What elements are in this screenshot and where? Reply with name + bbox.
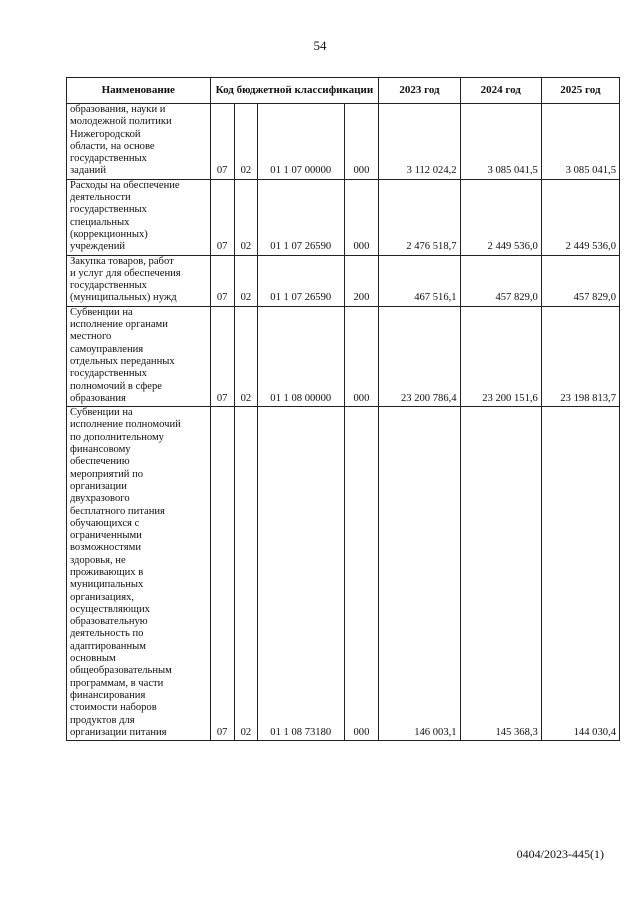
value-2024-cell: 3 085 041,5 xyxy=(460,104,541,180)
target-article-cell: 01 1 07 26590 xyxy=(257,255,344,306)
row-name-line: финансовому xyxy=(70,444,131,456)
row-name-line: и услуг для обеспечения xyxy=(70,267,181,279)
table-row xyxy=(67,179,620,255)
row-name-line: государственных xyxy=(70,368,147,380)
value-2024-cell: 2 449 536,0 xyxy=(460,179,541,255)
budget-table xyxy=(66,77,620,741)
row-name-line: исполнение органами xyxy=(70,319,168,331)
expense-type-cell: 000 xyxy=(344,306,379,406)
target-article-cell: 01 1 08 00000 xyxy=(257,306,344,406)
row-name-line: мероприятий по xyxy=(70,468,144,480)
expense-type-cell: 200 xyxy=(344,255,379,306)
value-2024-cell: 145 368,3 xyxy=(460,407,541,741)
subsection-code-cell: 02 xyxy=(234,179,257,255)
page-number: 54 xyxy=(313,38,327,53)
row-name-line: бесплатного питания xyxy=(70,505,165,517)
row-name-cell xyxy=(67,255,211,306)
row-name-line: осуществляющих xyxy=(70,603,150,615)
table-row xyxy=(67,306,620,406)
expense-type-cell: 000 xyxy=(344,104,379,180)
target-article-cell: 01 1 07 26590 xyxy=(257,179,344,255)
row-name-line: финансирования xyxy=(70,689,146,701)
row-name-line: местного xyxy=(70,331,112,343)
row-name-line: заданий xyxy=(70,165,106,177)
row-name-line: государственных xyxy=(70,280,147,292)
value-2025-cell: 23 198 813,7 xyxy=(541,306,619,406)
table-row xyxy=(67,255,620,306)
row-name-line: государственных xyxy=(70,153,147,165)
section-code-cell: 07 xyxy=(210,407,234,741)
value-2025-cell: 144 030,4 xyxy=(541,407,619,741)
row-name-line: отдельных переданных xyxy=(70,355,175,367)
row-name-line: области, на основе xyxy=(70,140,155,152)
value-2023-cell: 146 003,1 xyxy=(379,407,460,741)
table-header-row xyxy=(67,78,620,104)
header-budget-code: Код бюджетной классификации xyxy=(210,78,379,104)
value-2025-cell: 2 449 536,0 xyxy=(541,179,619,255)
section-code-cell: 07 xyxy=(210,179,234,255)
row-name-line: Нижегородской xyxy=(70,128,141,140)
row-name-line: Субвенции на xyxy=(70,306,133,318)
subsection-code-cell: 02 xyxy=(234,255,257,306)
subsection-code-cell: 02 xyxy=(234,306,257,406)
row-name-line: организации питания xyxy=(70,726,167,738)
row-name-line: возможностями xyxy=(70,542,141,554)
row-name-line: ограниченными xyxy=(70,530,142,542)
row-name-line: образования xyxy=(70,392,126,404)
header-2024: 2024 год xyxy=(460,78,541,104)
table-body xyxy=(67,104,620,741)
row-name-line: исполнение полномочий xyxy=(70,419,181,431)
subsection-code-cell: 02 xyxy=(234,407,257,741)
value-2024-cell: 457 829,0 xyxy=(460,255,541,306)
row-name-line: стоимости наборов xyxy=(70,702,157,714)
row-name-line: (муниципальных) нужд xyxy=(70,292,177,304)
row-name-cell xyxy=(67,306,211,406)
document-code: 0404/2023-445(1) xyxy=(516,847,604,861)
row-name-line: общеобразовательным xyxy=(70,665,172,677)
row-name-cell xyxy=(67,407,211,741)
row-name-line: образовательную xyxy=(70,616,148,628)
section-code-cell: 07 xyxy=(210,306,234,406)
section-code-cell: 07 xyxy=(210,104,234,180)
row-name-line: продуктов для xyxy=(70,714,135,726)
value-2023-cell: 2 476 518,7 xyxy=(379,179,460,255)
row-name-line: образования, науки и xyxy=(70,104,166,115)
row-name-line: самоуправления xyxy=(70,343,144,355)
subsection-code-cell: 02 xyxy=(234,104,257,180)
row-name-line: программам, в части xyxy=(70,677,164,689)
value-2025-cell: 3 085 041,5 xyxy=(541,104,619,180)
row-name-line: обучающихся с xyxy=(70,517,140,529)
row-name-line: здоровья, не xyxy=(70,554,126,566)
row-name-line: двухразового xyxy=(70,493,130,505)
value-2025-cell: 457 829,0 xyxy=(541,255,619,306)
row-name-line: учреждений xyxy=(70,241,126,253)
row-name-line: специальных xyxy=(70,216,130,228)
header-2023: 2023 год xyxy=(379,78,460,104)
value-2023-cell: 3 112 024,2 xyxy=(379,104,460,180)
row-name-line: по дополнительному xyxy=(70,431,164,443)
expense-type-cell: 000 xyxy=(344,407,379,741)
row-name-line: обеспечению xyxy=(70,456,130,468)
row-name-line: адаптированным xyxy=(70,640,146,652)
value-2024-cell: 23 200 151,6 xyxy=(460,306,541,406)
row-name-line: государственных xyxy=(70,204,147,216)
table-row xyxy=(67,407,620,741)
target-article-cell: 01 1 07 00000 xyxy=(257,104,344,180)
header-2025: 2025 год xyxy=(541,78,619,104)
row-name-line: Расходы на обеспечение xyxy=(70,179,180,191)
row-name-line: организациях, xyxy=(70,591,135,603)
row-name-line: основным xyxy=(70,653,116,665)
row-name-line: организации xyxy=(70,480,127,492)
row-name-cell xyxy=(67,104,211,180)
row-name-cell xyxy=(67,179,211,255)
row-name-line: полномочий в сфере xyxy=(70,380,162,392)
value-2023-cell: 467 516,1 xyxy=(379,255,460,306)
row-name-line: Закупка товаров, работ xyxy=(70,255,174,267)
value-2023-cell: 23 200 786,4 xyxy=(379,306,460,406)
row-name-line: Субвенции на xyxy=(70,407,133,419)
section-code-cell: 07 xyxy=(210,255,234,306)
row-name-line: проживающих в xyxy=(70,566,144,578)
target-article-cell: 01 1 08 73180 xyxy=(257,407,344,741)
row-name-line: (коррекционных) xyxy=(70,228,148,240)
row-name-line: молодежной политики xyxy=(70,116,172,128)
header-name: Наименование xyxy=(67,78,211,104)
expense-type-cell: 000 xyxy=(344,179,379,255)
table-row xyxy=(67,104,620,180)
row-name-line: деятельности xyxy=(70,192,131,204)
row-name-line: муниципальных xyxy=(70,579,144,591)
row-name-line: деятельность по xyxy=(70,628,144,640)
